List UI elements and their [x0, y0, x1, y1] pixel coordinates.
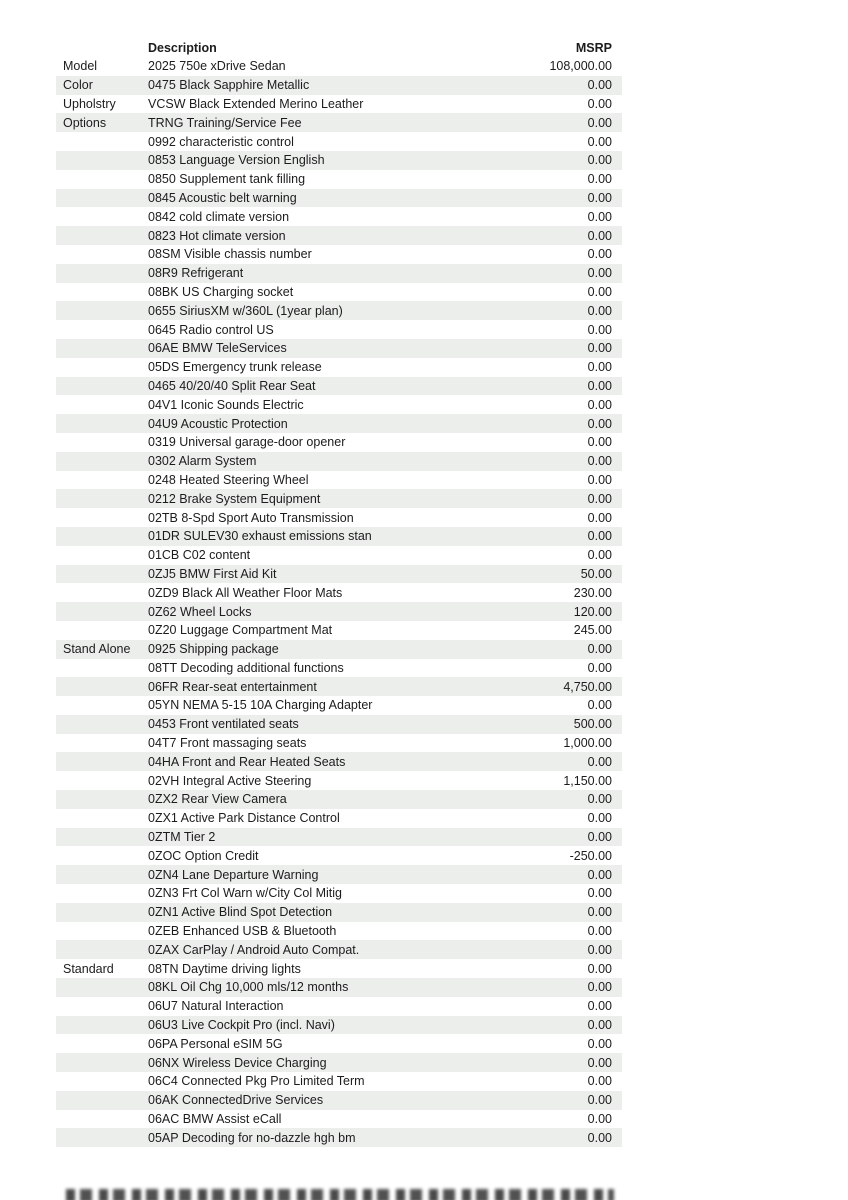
msrp-cell: 0.00 — [587, 1036, 612, 1051]
msrp-cell: 1,000.00 — [563, 736, 612, 751]
description-cell: 0ZTM Tier 2 — [148, 830, 216, 845]
description-cell: 0475 Black Sapphire Metallic — [148, 78, 310, 93]
table-row — [56, 828, 622, 847]
table-row — [56, 489, 622, 508]
msrp-cell: 0.00 — [587, 134, 612, 149]
description-cell: 0925 Shipping package — [148, 642, 279, 657]
msrp-cell: 0.00 — [587, 698, 612, 713]
msrp-cell: 0.00 — [587, 397, 612, 412]
msrp-cell: 0.00 — [587, 754, 612, 769]
table-row — [56, 527, 622, 546]
table-row — [56, 1016, 622, 1035]
table-row — [56, 377, 622, 396]
table-row — [56, 95, 622, 114]
msrp-cell: 0.00 — [587, 322, 612, 337]
description-cell: 0ZD9 Black All Weather Floor Mats — [148, 585, 343, 600]
msrp-cell: -250.00 — [569, 848, 612, 863]
description-cell: VCSW Black Extended Merino Leather — [148, 96, 364, 111]
description-cell: 0845 Acoustic belt warning — [148, 190, 297, 205]
msrp-cell: 500.00 — [573, 717, 612, 732]
msrp-cell: 0.00 — [587, 924, 612, 939]
table-row — [56, 264, 622, 283]
table-row — [56, 226, 622, 245]
msrp-cell: 0.00 — [587, 942, 612, 957]
msrp-cell: 0.00 — [587, 867, 612, 882]
msrp-cell: 0.00 — [587, 303, 612, 318]
msrp-cell: 0.00 — [587, 341, 612, 356]
msrp-cell: 0.00 — [587, 78, 612, 93]
category-cell: Stand Alone — [63, 642, 131, 657]
description-cell: 01CB C02 content — [148, 548, 251, 563]
table-row — [56, 884, 622, 903]
table-row — [56, 1128, 622, 1147]
table-row — [56, 414, 622, 433]
msrp-cell: 0.00 — [587, 472, 612, 487]
table-row — [56, 283, 622, 302]
description-cell: 06AK ConnectedDrive Services — [148, 1093, 324, 1108]
table-row — [56, 621, 622, 640]
description-cell: 06U3 Live Cockpit Pro (incl. Navi) — [148, 1018, 335, 1033]
description-cell: 06AC BMW Assist eCall — [148, 1112, 282, 1127]
description-cell: 05DS Emergency trunk release — [148, 360, 322, 375]
description-cell: 0Z62 Wheel Locks — [148, 604, 252, 619]
table-row — [56, 715, 622, 734]
table-row — [56, 1091, 622, 1110]
description-cell: 0853 Language Version English — [148, 153, 325, 168]
table-row — [56, 959, 622, 978]
msrp-cell: 0.00 — [587, 1130, 612, 1145]
msrp-cell: 230.00 — [573, 585, 612, 600]
table-row — [56, 922, 622, 941]
description-cell: 0823 Hot climate version — [148, 228, 286, 243]
msrp-cell: 0.00 — [587, 96, 612, 111]
msrp-cell: 0.00 — [587, 228, 612, 243]
description-cell: 0ZX2 Rear View Camera — [148, 792, 287, 807]
description-cell: TRNG Training/Service Fee — [148, 115, 302, 130]
description-cell: 0Z20 Luggage Compartment Mat — [148, 623, 333, 638]
table-row — [56, 508, 622, 527]
table-row — [56, 583, 622, 602]
msrp-cell: 0.00 — [587, 209, 612, 224]
msrp-cell: 0.00 — [587, 1074, 612, 1089]
table-row — [56, 320, 622, 339]
options-pricing-table — [56, 38, 622, 1147]
table-row — [56, 132, 622, 151]
table-row — [56, 752, 622, 771]
description-cell: 02TB 8-Spd Sport Auto Transmission — [148, 510, 354, 525]
msrp-cell: 0.00 — [587, 153, 612, 168]
msrp-cell: 108,000.00 — [549, 59, 612, 74]
table-row — [56, 734, 622, 753]
description-cell: 01DR SULEV30 exhaust emissions stan — [148, 529, 372, 544]
description-cell: 0319 Universal garage-door opener — [148, 435, 346, 450]
msrp-cell: 0.00 — [587, 266, 612, 281]
msrp-cell: 0.00 — [587, 435, 612, 450]
description-cell: 06U7 Natural Interaction — [148, 999, 284, 1014]
msrp-cell: 4,750.00 — [563, 679, 612, 694]
table-row — [56, 471, 622, 490]
table-row — [56, 1053, 622, 1072]
table-row — [56, 113, 622, 132]
msrp-cell: 0.00 — [587, 1093, 612, 1108]
description-cell: 0842 cold climate version — [148, 209, 290, 224]
msrp-cell: 0.00 — [587, 378, 612, 393]
table-row — [56, 339, 622, 358]
description-cell: 0ZN4 Lane Departure Warning — [148, 867, 319, 882]
description-cell: 06FR Rear-seat entertainment — [148, 679, 317, 694]
category-cell: Options — [63, 115, 107, 130]
description-cell: 06AE BMW TeleServices — [148, 341, 287, 356]
table-row — [56, 696, 622, 715]
msrp-cell: 0.00 — [587, 830, 612, 845]
table-row — [56, 151, 622, 170]
msrp-cell: 0.00 — [587, 642, 612, 657]
description-cell: 0ZN3 Frt Col Warn w/City Col Mitig — [148, 886, 343, 901]
description-cell: 08TT Decoding additional functions — [148, 660, 344, 675]
description-cell: 0ZX1 Active Park Distance Control — [148, 811, 340, 826]
msrp-cell: 0.00 — [587, 1112, 612, 1127]
table-row — [56, 452, 622, 471]
msrp-cell: 0.00 — [587, 247, 612, 262]
msrp-cell: 0.00 — [587, 886, 612, 901]
msrp-cell: 0.00 — [587, 172, 612, 187]
table-row — [56, 677, 622, 696]
table-row — [56, 790, 622, 809]
table-row — [56, 1072, 622, 1091]
table-row — [56, 546, 622, 565]
description-cell: 0248 Heated Steering Wheel — [148, 472, 309, 487]
description-cell: 08SM Visible chassis number — [148, 247, 312, 262]
msrp-cell: 0.00 — [587, 454, 612, 469]
description-cell: 05AP Decoding for no-dazzle hgh bm — [148, 1130, 356, 1145]
table-row — [56, 1110, 622, 1129]
msrp-cell: 50.00 — [580, 566, 612, 581]
description-cell: 0992 characteristic control — [148, 134, 294, 149]
table-row — [56, 358, 622, 377]
description-cell: 08R9 Refrigerant — [148, 266, 244, 281]
msrp-cell: 245.00 — [573, 623, 612, 638]
table-row — [56, 1034, 622, 1053]
msrp-cell: 0.00 — [587, 491, 612, 506]
msrp-cell: 0.00 — [587, 961, 612, 976]
description-cell: 0212 Brake System Equipment — [148, 491, 321, 506]
description-cell: 04T7 Front massaging seats — [148, 736, 307, 751]
msrp-cell: 0.00 — [587, 510, 612, 525]
table-row — [56, 997, 622, 1016]
description-cell: 0ZEB Enhanced USB & Bluetooth — [148, 924, 337, 939]
description-cell: 0645 Radio control US — [148, 322, 274, 337]
msrp-cell: 0.00 — [587, 792, 612, 807]
table-row — [56, 565, 622, 584]
table-row — [56, 940, 622, 959]
table-row — [56, 395, 622, 414]
msrp-cell: 0.00 — [587, 416, 612, 431]
table-row — [56, 865, 622, 884]
description-cell: 04HA Front and Rear Heated Seats — [148, 754, 346, 769]
table-row — [56, 57, 622, 76]
table-row — [56, 809, 622, 828]
msrp-cell: 0.00 — [587, 811, 612, 826]
msrp-cell: 0.00 — [587, 284, 612, 299]
table-row — [56, 602, 622, 621]
table-row — [56, 903, 622, 922]
description-cell: 02VH Integral Active Steering — [148, 773, 312, 788]
description-cell: 0ZJ5 BMW First Aid Kit — [148, 566, 277, 581]
description-cell: 2025 750e xDrive Sedan — [148, 59, 286, 74]
table-row — [56, 207, 622, 226]
table-row — [56, 771, 622, 790]
description-cell: 06C4 Connected Pkg Pro Limited Term — [148, 1074, 365, 1089]
description-cell: 0453 Front ventilated seats — [148, 717, 299, 732]
msrp-cell: 0.00 — [587, 905, 612, 920]
category-cell: Color — [63, 78, 93, 93]
table-header-row — [56, 38, 622, 57]
msrp-cell: 0.00 — [587, 360, 612, 375]
description-cell: 08KL Oil Chg 10,000 mls/12 months — [148, 980, 349, 995]
msrp-cell: 120.00 — [573, 604, 612, 619]
description-cell: 08TN Daytime driving lights — [148, 961, 301, 976]
table-row — [56, 846, 622, 865]
table-row — [56, 640, 622, 659]
table-row — [56, 978, 622, 997]
header-description: Description — [148, 40, 217, 55]
description-cell: 06PA Personal eSIM 5G — [148, 1036, 283, 1051]
description-cell: 0465 40/20/40 Split Rear Seat — [148, 378, 316, 393]
description-cell: 04V1 Iconic Sounds Electric — [148, 397, 304, 412]
table-row — [56, 189, 622, 208]
msrp-cell: 0.00 — [587, 660, 612, 675]
msrp-cell: 0.00 — [587, 115, 612, 130]
category-cell: Upholstry — [63, 96, 116, 111]
description-cell: 0ZN1 Active Blind Spot Detection — [148, 905, 333, 920]
table-row — [56, 170, 622, 189]
description-cell: 05YN NEMA 5-15 10A Charging Adapter — [148, 698, 373, 713]
msrp-cell: 0.00 — [587, 529, 612, 544]
table-row — [56, 245, 622, 264]
msrp-cell: 0.00 — [587, 1018, 612, 1033]
category-cell: Standard — [63, 961, 114, 976]
msrp-cell: 1,150.00 — [563, 773, 612, 788]
description-cell: 0ZAX CarPlay / Android Auto Compat. — [148, 942, 360, 957]
table-body — [56, 57, 622, 1147]
msrp-cell: 0.00 — [587, 980, 612, 995]
table-row — [56, 433, 622, 452]
msrp-cell: 0.00 — [587, 1055, 612, 1070]
msrp-cell: 0.00 — [587, 999, 612, 1014]
description-cell: 0850 Supplement tank filling — [148, 172, 306, 187]
description-cell: 06NX Wireless Device Charging — [148, 1055, 327, 1070]
table-row — [56, 301, 622, 320]
description-cell: 08BK US Charging socket — [148, 284, 294, 299]
category-cell: Model — [63, 59, 98, 74]
msrp-cell: 0.00 — [587, 190, 612, 205]
table-row — [56, 76, 622, 95]
table-row — [56, 659, 622, 678]
description-cell: 0302 Alarm System — [148, 454, 257, 469]
cutoff-text-artifact — [66, 1189, 614, 1200]
description-cell: 0ZOC Option Credit — [148, 848, 259, 863]
description-cell: 0655 SiriusXM w/360L (1year plan) — [148, 303, 343, 318]
header-msrp: MSRP — [575, 40, 612, 55]
msrp-cell: 0.00 — [587, 548, 612, 563]
description-cell: 04U9 Acoustic Protection — [148, 416, 288, 431]
